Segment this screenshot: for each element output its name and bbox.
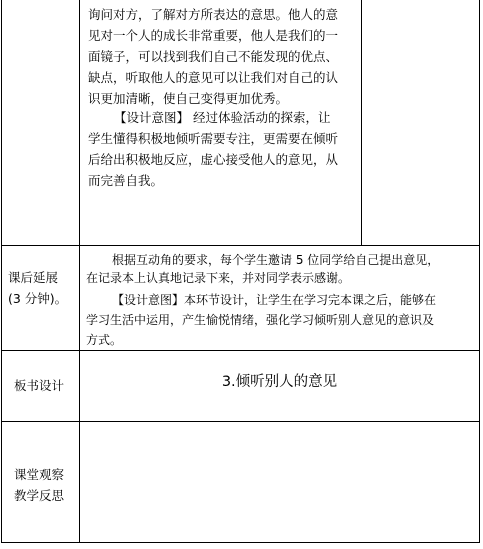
board-design-content: 3.倾听别人的意见 (221, 374, 338, 390)
table-border-right (479, 0, 480, 543)
row1-para2-line: 【设计意图】 经过体验活动的探索，让 (114, 110, 331, 125)
row1-para1-line: 面镜子，可以找到我们自己不能发现的优点、 (88, 49, 339, 64)
row2-para2-line: 【设计意图】本环节设计，让学生在学习完本课之后，能够在 (112, 293, 437, 307)
row4-label-line: 课堂观察 (14, 467, 65, 482)
row1-para2-line: 而完善自我。 (88, 173, 164, 188)
row2-para1-line: 根据互动角的要求，每个学生邀请 5 位同学给自己提出意见， (112, 253, 440, 267)
row2-para1-line: 在记录本上认真地记录下来，并对同学表示感谢。 (86, 271, 351, 285)
row2-para2-line: 学习生活中运用，产生愉悦情绪，强化学习倾听别人意见的意识及 (86, 313, 435, 327)
row1-para1-line: 识更加清晰，使自己变得更加优秀。 (88, 91, 289, 106)
label-column-divider (79, 0, 80, 543)
row2-label-line: (3 分钟)。 (8, 291, 68, 306)
row-divider-2 (1, 350, 480, 351)
row4-label-line: 教学反思 (14, 488, 65, 503)
row1-para1-line: 见对一个人的成长非常重要，他人是我们的一 (88, 28, 339, 43)
row2-label-line: 课后延展 (8, 270, 59, 285)
table-border-left (1, 0, 2, 543)
notes-column-divider (361, 0, 362, 245)
row3-label: 板书设计 (14, 378, 65, 393)
row1-para1-line: 询问对方，了解对方所表达的意思。他人的意 (88, 7, 339, 22)
row1-para2-line: 后给出积极地反应，虚心接受他人的意见，从 (88, 152, 339, 167)
row2-para2-line: 方式。 (86, 333, 123, 347)
table-border-bottom (1, 542, 480, 543)
row-divider-1 (1, 245, 480, 246)
row1-para1-line: 缺点，听取他人的意见可以让我们对自己的认 (88, 70, 339, 85)
row-divider-3 (1, 421, 480, 422)
row1-para2-line: 学生懂得积极地倾听需要专注，更需要在倾听 (88, 131, 339, 146)
